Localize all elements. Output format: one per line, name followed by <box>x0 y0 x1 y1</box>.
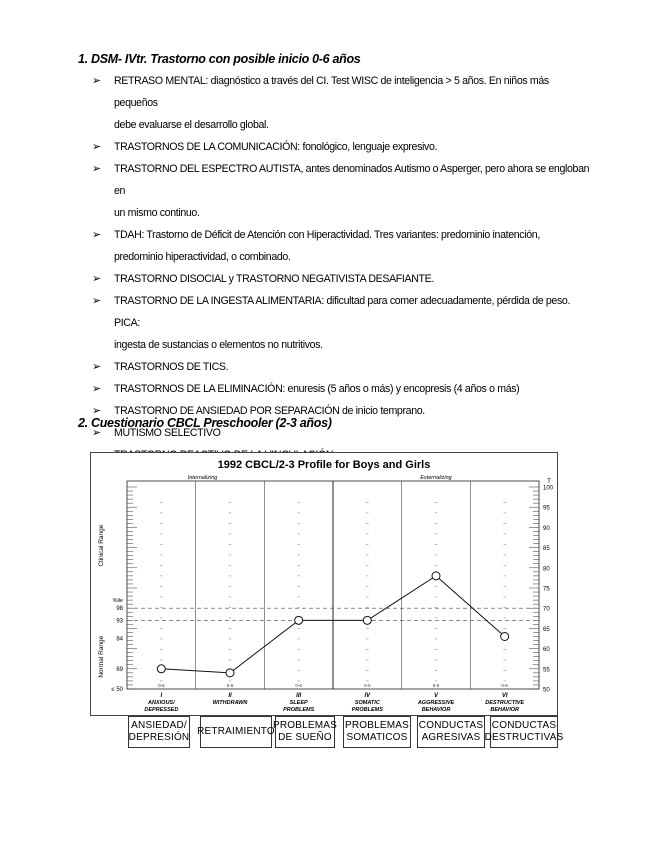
right-tick-label: 85 <box>543 546 550 553</box>
disorder-list-text: TRASTORNO DE ANSIEDAD POR SEPARACIÓN de inicio temprano. <box>114 405 425 417</box>
right-tick-label: 90 <box>543 525 550 532</box>
disorder-list <box>92 70 592 466</box>
translation-destructive: CONDUCTAS DESTRUCTIVAS <box>490 716 558 748</box>
category-label: AGGRESSIVE <box>417 700 455 706</box>
disorder-list-item <box>92 202 592 224</box>
raw-score-bottom: 0-6 <box>158 683 165 688</box>
category-label: DESTRUCTIVE <box>485 700 525 706</box>
arrow-bullet-icon: ➢ <box>92 295 101 307</box>
left-tick-label: 93 <box>116 618 123 625</box>
section-2-title: 2. Cuestionario CBCL Preschooler (2-3 años) <box>78 416 332 430</box>
right-tick-label: 60 <box>543 647 550 654</box>
data-point <box>226 669 234 677</box>
right-tick-label: 70 <box>543 606 550 613</box>
disorder-list-text: TRASTORNOS DE LA ELIMINACIÓN: enuresis (5 años o más) y encopresis (4 años o más) <box>114 383 520 395</box>
disorder-list-item <box>92 356 592 378</box>
arrow-bullet-icon: ➢ <box>92 75 101 87</box>
category-label: SLEEP <box>289 700 308 706</box>
cbcl-chart-svg <box>91 453 557 715</box>
arrow-bullet-icon: ➢ <box>92 163 101 175</box>
data-point <box>363 616 371 624</box>
category-label: PROBLEMS <box>283 707 315 713</box>
disorder-list-text: un mismo continuo. <box>114 207 200 219</box>
category-label: SOMATIC <box>354 700 380 706</box>
right-tick-label: 65 <box>543 626 550 633</box>
left-tick-label: 69 <box>116 666 123 673</box>
category-label: BEHAVIOR <box>421 707 451 713</box>
disorder-list-text: RETRASO MENTAL: diagnóstico a través del CI. Test WISC de inteligencia > 5 años. En niños más pequeños <box>114 75 549 109</box>
normal-range-label: Normal Range <box>98 635 105 678</box>
right-tick-label: 50 <box>543 687 550 694</box>
group-label-externalizing: Externalizing <box>420 475 452 481</box>
category-number: VI <box>501 693 508 699</box>
data-point <box>157 665 165 673</box>
right-tick-label: 100 <box>543 485 554 492</box>
right-tick-label: 55 <box>543 667 550 674</box>
disorder-list-text: TRASTORNOS DE TICS. <box>114 361 229 373</box>
left-tick-label: 98 <box>116 606 123 613</box>
category-number: II <box>228 693 232 699</box>
raw-score-bottom: 0-6 <box>501 683 508 688</box>
data-point <box>432 572 440 580</box>
category-number: I <box>160 693 163 699</box>
section-1-title: 1. DSM- IVtr. Trastorno con posible inicio 0-6 años <box>78 52 361 66</box>
disorder-list-item <box>92 290 592 334</box>
left-tick-label: ≤ 50 <box>111 687 123 693</box>
cbcl-profile-chart <box>90 452 558 716</box>
raw-score-bottom: 0-6 <box>432 683 440 688</box>
raw-score-bottom: 0-6 <box>226 683 234 688</box>
raw-score-bottom: 0-6 <box>364 683 371 688</box>
chart-title: 1992 CBCL/2-3 Profile for Boys and Girls <box>217 459 431 471</box>
disorder-list-text: TRASTORNO DEL ESPECTRO AUTISTA, antes denominados Autismo o Asperger, pero ahora se engloban en <box>114 163 590 197</box>
category-number: III <box>296 693 302 699</box>
disorder-list-text: predominio hiperactividad, o combinado. <box>114 251 291 263</box>
disorder-list-text: ingesta de sustancias o elementos no nutritivos. <box>114 339 323 351</box>
disorder-list-item <box>92 334 592 356</box>
disorder-list-text: TRASTORNO DISOCIAL y TRASTORNO NEGATIVISTA DESAFIANTE. <box>114 273 434 285</box>
left-axis-title: %ile <box>112 598 123 605</box>
category-label: PROBLEMS <box>351 707 383 713</box>
group-label-internalizing: Internalizing <box>187 475 218 481</box>
category-number: IV <box>364 693 371 699</box>
disorder-list-text: TRASTORNO DE LA INGESTA ALIMENTARIA: dificultad para comer adecuadamente, pérdida de peso. PICA: <box>114 295 571 329</box>
disorder-list-text: debe evaluarse el desarrollo global. <box>114 119 269 131</box>
arrow-bullet-icon: ➢ <box>92 229 101 241</box>
disorder-list-item <box>92 158 592 202</box>
category-number: V <box>433 693 439 699</box>
disorder-list-item <box>92 224 592 246</box>
disorder-list-text: MUTISMO SELECTIVO <box>114 427 221 439</box>
right-tick-label: 80 <box>543 566 550 573</box>
category-label: DEPRESSED <box>144 707 179 713</box>
category-label: WITHDRAWN <box>212 700 248 706</box>
arrow-bullet-icon: ➢ <box>92 141 101 153</box>
disorder-list-text: TRASTORNOS DE LA COMUNICACIÓN: fonológico, lenguaje expresivo. <box>114 141 438 153</box>
clinical-range-label: Clinical Range <box>98 524 105 567</box>
category-label: ANXIOUS/ <box>148 700 175 706</box>
arrow-bullet-icon: ➢ <box>92 405 101 417</box>
arrow-bullet-icon: ➢ <box>92 361 101 373</box>
left-tick-label: 84 <box>116 636 123 643</box>
disorder-list-text: TDAH: Trastorno de Déficit de Atención con Hiperactividad. Tres variantes: predominio inatención, <box>114 229 540 241</box>
arrow-bullet-icon: ➢ <box>92 427 101 439</box>
translation-sleep: PROBLEMAS DE SUEÑO <box>275 716 335 748</box>
disorder-list-item <box>92 114 592 136</box>
category-label: BEHAVIOR <box>490 707 519 713</box>
disorder-list-item <box>92 136 592 158</box>
right-tick-label: 95 <box>543 505 550 512</box>
translation-aggressive: CONDUCTAS AGRESIVAS <box>417 716 485 748</box>
translation-somatic: PROBLEMAS SOMATICOS <box>343 716 411 748</box>
translation-withdrawn: RETRAIMIENTO <box>200 716 272 748</box>
disorder-list-item <box>92 70 592 114</box>
arrow-bullet-icon: ➢ <box>92 383 101 395</box>
translation-anxiety: ANSIEDAD/ DEPRESIÓN <box>128 716 190 748</box>
raw-score-bottom: 0-6 <box>295 683 302 688</box>
disorder-list-item <box>92 246 592 268</box>
data-point <box>295 616 303 624</box>
arrow-bullet-icon: ➢ <box>92 273 101 285</box>
data-point <box>501 632 509 640</box>
disorder-list-item <box>92 378 592 400</box>
right-tick-label: 75 <box>543 586 550 593</box>
right-axis-title: T <box>547 478 551 485</box>
disorder-list-item <box>92 268 592 290</box>
